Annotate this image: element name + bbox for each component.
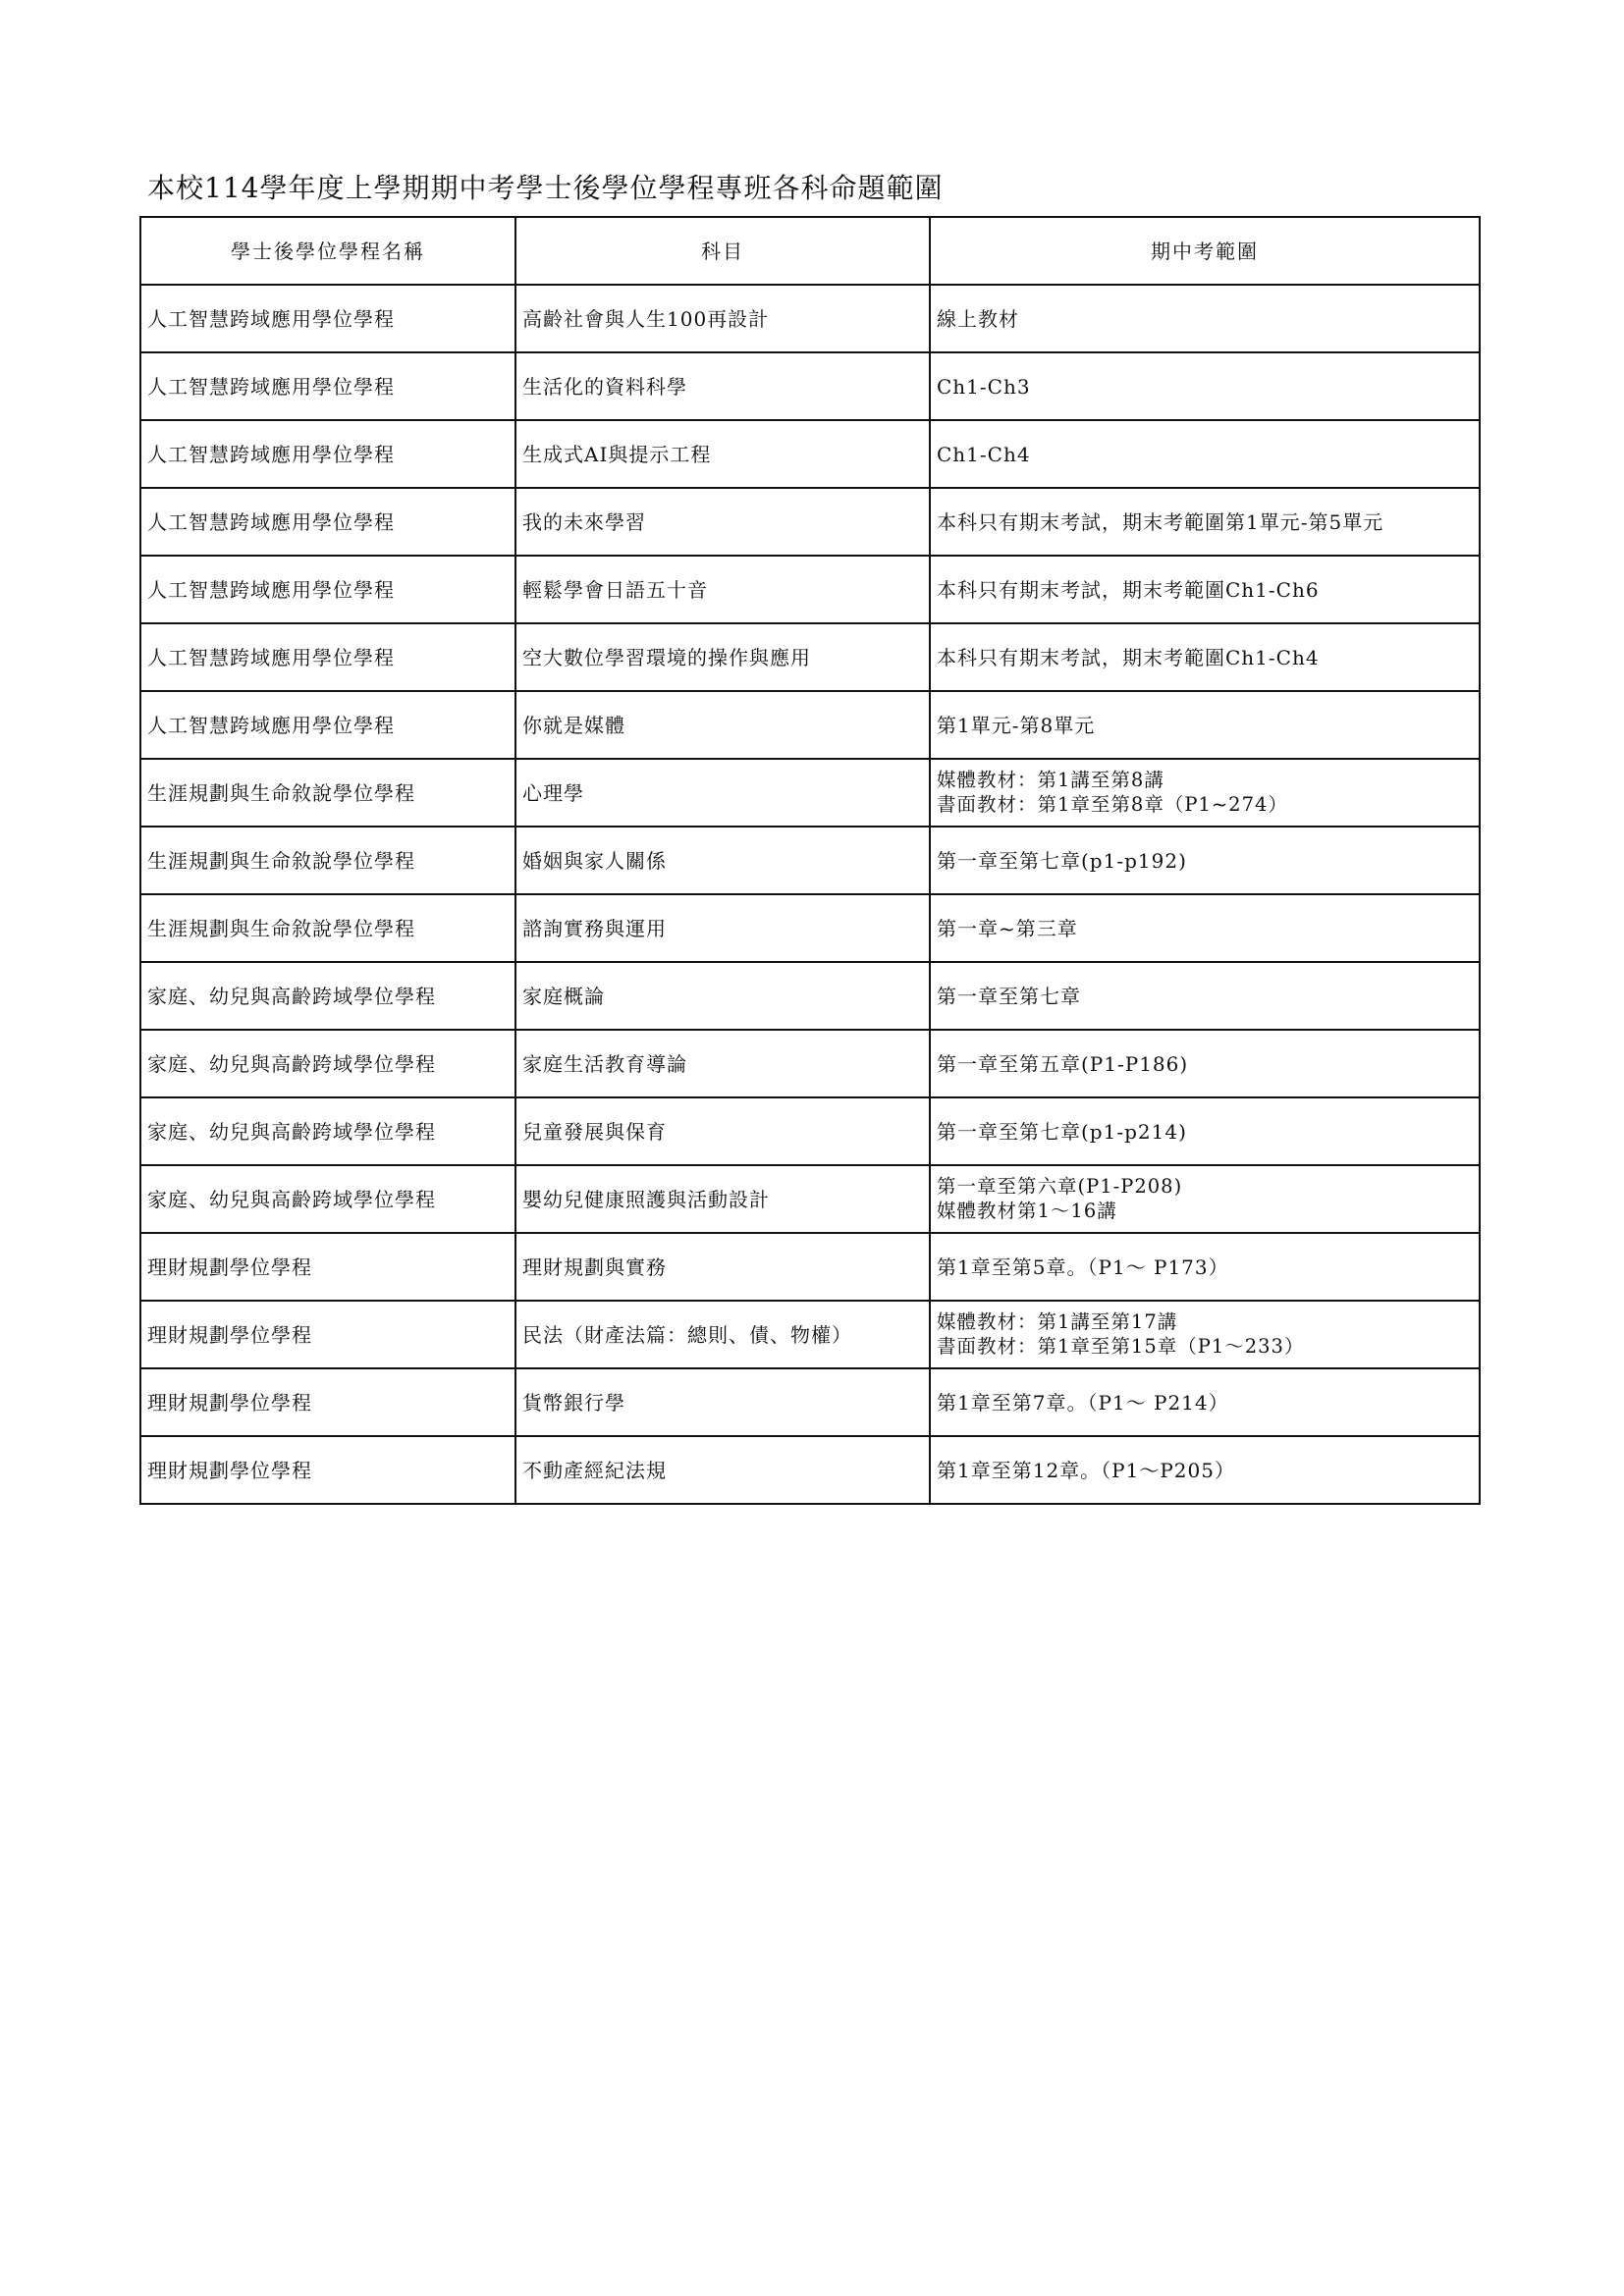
range-cell: 第1單元-第8單元 xyxy=(930,691,1480,759)
table-row xyxy=(140,285,1480,352)
header-program: 學士後學位學程名稱 xyxy=(140,217,515,285)
range-cell: Ch1-Ch4 xyxy=(930,420,1480,488)
subject-cell: 諮詢實務與運用 xyxy=(515,894,930,962)
program-cell: 理財規劃學位學程 xyxy=(140,1368,515,1436)
subject-cell: 民法（財產法篇：總則、債、物權） xyxy=(515,1301,930,1368)
subject-cell: 兒童發展與保育 xyxy=(515,1097,930,1165)
range-cell: 本科只有期末考試，期末考範圍Ch1-Ch6 xyxy=(930,556,1480,623)
subject-cell: 心理學 xyxy=(515,759,930,827)
program-cell: 生涯規劃與生命敘說學位學程 xyxy=(140,827,515,894)
program-cell: 人工智慧跨域應用學位學程 xyxy=(140,556,515,623)
table-row xyxy=(140,420,1480,488)
range-cell: 第1章至第5章。（P1～ P173） xyxy=(930,1233,1480,1301)
table-header-row xyxy=(140,217,1480,285)
table-row xyxy=(140,827,1480,894)
program-cell: 家庭、幼兒與高齡跨域學位學程 xyxy=(140,1030,515,1097)
range-cell: 線上教材 xyxy=(930,285,1480,352)
table-row xyxy=(140,759,1480,827)
program-cell: 人工智慧跨域應用學位學程 xyxy=(140,285,515,352)
subject-cell: 高齡社會與人生100再設計 xyxy=(515,285,930,352)
program-cell: 人工智慧跨域應用學位學程 xyxy=(140,488,515,556)
program-cell: 人工智慧跨域應用學位學程 xyxy=(140,420,515,488)
program-cell: 人工智慧跨域應用學位學程 xyxy=(140,691,515,759)
program-cell: 理財規劃學位學程 xyxy=(140,1233,515,1301)
table-row xyxy=(140,556,1480,623)
subject-cell: 婚姻與家人關係 xyxy=(515,827,930,894)
subject-cell: 我的未來學習 xyxy=(515,488,930,556)
table-row xyxy=(140,1233,1480,1301)
subject-cell: 輕鬆學會日語五十音 xyxy=(515,556,930,623)
range-cell: 第1章至第12章。（P1～P205） xyxy=(930,1436,1480,1504)
subject-cell: 家庭生活教育導論 xyxy=(515,1030,930,1097)
range-cell: Ch1-Ch3 xyxy=(930,352,1480,420)
program-cell: 生涯規劃與生命敘說學位學程 xyxy=(140,894,515,962)
program-cell: 家庭、幼兒與高齡跨域學位學程 xyxy=(140,1165,515,1233)
table-row xyxy=(140,352,1480,420)
header-exam-range: 期中考範圍 xyxy=(930,217,1480,285)
range-cell: 第一章至第七章(p1-p214) xyxy=(930,1097,1480,1165)
document-title: 本校114學年度上學期期中考學士後學位學程專班各科命題範圍 xyxy=(147,172,944,204)
table-row xyxy=(140,1030,1480,1097)
program-cell: 家庭、幼兒與高齡跨域學位學程 xyxy=(140,962,515,1030)
subject-cell: 生活化的資料科學 xyxy=(515,352,930,420)
program-cell: 生涯規劃與生命敘說學位學程 xyxy=(140,759,515,827)
table-row xyxy=(140,623,1480,691)
range-cell: 媒體教材：第1講至第17講 書面教材：第1章至第15章（P1～233） xyxy=(930,1301,1480,1368)
range-cell: 第一章至第七章 xyxy=(930,962,1480,1030)
program-cell: 家庭、幼兒與高齡跨域學位學程 xyxy=(140,1097,515,1165)
table-row xyxy=(140,894,1480,962)
table-row xyxy=(140,691,1480,759)
table-row xyxy=(140,488,1480,556)
table-row xyxy=(140,1436,1480,1504)
table-row xyxy=(140,1301,1480,1368)
subject-cell: 生成式AI與提示工程 xyxy=(515,420,930,488)
subject-cell: 你就是媒體 xyxy=(515,691,930,759)
table-row xyxy=(140,1368,1480,1436)
range-cell: 第一章~第三章 xyxy=(930,894,1480,962)
subject-cell: 空大數位學習環境的操作與應用 xyxy=(515,623,930,691)
range-cell: 媒體教材：第1講至第8講 書面教材：第1章至第8章（P1~274） xyxy=(930,759,1480,827)
program-cell: 理財規劃學位學程 xyxy=(140,1436,515,1504)
range-cell: 本科只有期末考試，期末考範圍第1單元-第5單元 xyxy=(930,488,1480,556)
range-cell: 本科只有期末考試，期末考範圍Ch1-Ch4 xyxy=(930,623,1480,691)
subject-cell: 不動產經紀法規 xyxy=(515,1436,930,1504)
range-cell: 第一章至第六章(P1-P208) 媒體教材第1～16講 xyxy=(930,1165,1480,1233)
subject-cell: 理財規劃與實務 xyxy=(515,1233,930,1301)
program-cell: 人工智慧跨域應用學位學程 xyxy=(140,352,515,420)
range-cell: 第一章至第七章(p1-p192) xyxy=(930,827,1480,894)
table-row xyxy=(140,962,1480,1030)
range-cell: 第一章至第五章(P1-P186) xyxy=(930,1030,1480,1097)
program-cell: 人工智慧跨域應用學位學程 xyxy=(140,623,515,691)
subject-cell: 家庭概論 xyxy=(515,962,930,1030)
exam-range-table xyxy=(139,216,1481,1505)
program-cell: 理財規劃學位學程 xyxy=(140,1301,515,1368)
subject-cell: 貨幣銀行學 xyxy=(515,1368,930,1436)
header-subject: 科目 xyxy=(515,217,930,285)
table-row xyxy=(140,1097,1480,1165)
table-row xyxy=(140,1165,1480,1233)
range-cell: 第1章至第7章。（P1～ P214） xyxy=(930,1368,1480,1436)
subject-cell: 嬰幼兒健康照護與活動設計 xyxy=(515,1165,930,1233)
